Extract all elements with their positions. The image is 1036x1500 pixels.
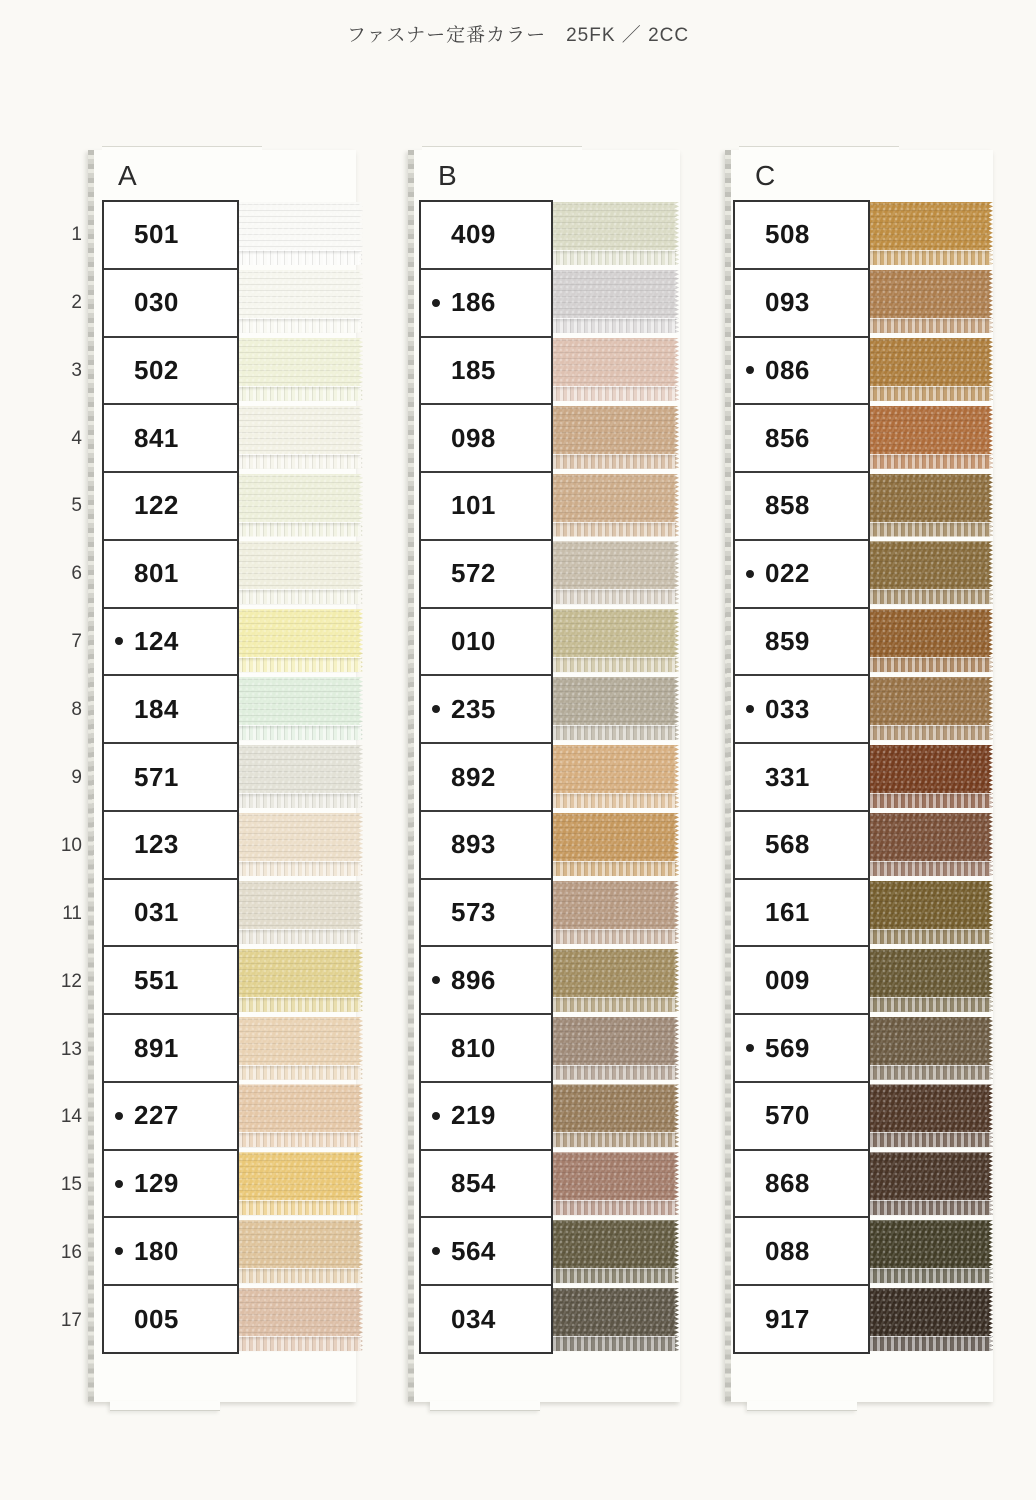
card-header-label: B (438, 160, 457, 191)
color-code-cell (104, 268, 237, 336)
fabric-swatch (239, 474, 363, 537)
row-number: 17 (60, 1310, 82, 1332)
color-code: 893 (451, 829, 496, 860)
color-code-cell (735, 878, 868, 946)
color-code-cell (421, 607, 551, 675)
row-number: 10 (60, 834, 82, 856)
row-number: 15 (60, 1174, 82, 1196)
fabric-swatch (239, 1084, 363, 1147)
color-code: 331 (765, 761, 810, 792)
color-code-cell (104, 878, 237, 946)
zipper-teeth (553, 929, 679, 944)
color-code-cell (421, 268, 551, 336)
card-header-label: C (755, 160, 776, 191)
color-code: 891 (134, 1032, 179, 1063)
color-code-cell (104, 945, 237, 1013)
fabric-swatch (870, 813, 993, 876)
row-number: 4 (71, 427, 82, 449)
row-number: 6 (71, 563, 82, 585)
zipper-teeth (239, 793, 363, 808)
color-code: 409 (451, 219, 496, 250)
sample-card-b (408, 150, 680, 1402)
color-code-cell (421, 471, 551, 539)
zipper-teeth (870, 657, 993, 672)
dot-marker (432, 1112, 440, 1120)
color-code: 088 (765, 1235, 810, 1266)
fabric-swatch (553, 881, 679, 944)
fabric-swatch (870, 541, 993, 604)
zipper-teeth (553, 589, 679, 604)
row-number: 16 (60, 1242, 82, 1264)
card-bottom-tab (430, 1401, 540, 1411)
color-code: 856 (765, 422, 810, 453)
zipper-teeth (553, 997, 679, 1012)
row-number: 12 (60, 970, 82, 992)
color-code-cell (104, 1081, 237, 1149)
zipper-teeth (553, 1132, 679, 1147)
fabric-swatch (239, 609, 363, 672)
fabric-swatch (870, 1017, 993, 1080)
color-code: 570 (765, 1100, 810, 1131)
color-code: 186 (451, 287, 496, 318)
row-number: 11 (62, 902, 82, 924)
color-code: 859 (765, 625, 810, 656)
color-code: 551 (134, 964, 179, 995)
zipper-teeth (239, 861, 363, 876)
card-top-tab (422, 146, 582, 151)
dot-marker (115, 1247, 123, 1255)
color-code-cell (104, 810, 237, 878)
fabric-swatch (239, 338, 363, 401)
zipper-teeth (239, 657, 363, 672)
color-code: 569 (765, 1032, 810, 1063)
zipper-teeth (553, 318, 679, 333)
color-code: 093 (765, 287, 810, 318)
card-top-tab (102, 146, 262, 151)
color-code: 868 (765, 1168, 810, 1199)
color-code: 086 (765, 354, 810, 385)
zipper-teeth (239, 725, 363, 740)
color-code: 010 (451, 625, 496, 656)
zipper-teeth (870, 454, 993, 469)
color-code: 124 (134, 625, 179, 656)
color-code-cell (735, 945, 868, 1013)
zipper-teeth (553, 861, 679, 876)
zipper-teeth (553, 454, 679, 469)
card-top-tab (739, 146, 899, 151)
fabric-swatch (239, 1220, 363, 1283)
color-code-cell (421, 945, 551, 1013)
dot-marker (746, 570, 754, 578)
deckle-edge (408, 150, 414, 1402)
color-code-cell (421, 1216, 551, 1284)
zipper-teeth (870, 522, 993, 537)
fabric-swatch (553, 609, 679, 672)
color-code-cell (104, 1216, 237, 1284)
fabric-swatch (553, 1152, 679, 1215)
zipper-teeth (239, 929, 363, 944)
color-code: 568 (765, 829, 810, 860)
dot-marker (432, 705, 440, 713)
zipper-teeth (870, 318, 993, 333)
color-code-cell (104, 202, 237, 268)
color-code-cell (735, 810, 868, 878)
fabric-swatch (553, 1017, 679, 1080)
fabric-swatch (553, 1084, 679, 1147)
color-code: 180 (134, 1235, 179, 1266)
zipper-teeth (239, 250, 363, 265)
zipper-teeth (870, 589, 993, 604)
color-code: 033 (765, 693, 810, 724)
dot-marker (746, 366, 754, 374)
fabric-swatch (870, 406, 993, 469)
fabric-swatch (870, 202, 993, 265)
color-code-cell (421, 1081, 551, 1149)
color-code: 098 (451, 422, 496, 453)
zipper-teeth (870, 386, 993, 401)
color-code-cell (104, 1284, 237, 1352)
color-code: 235 (451, 693, 496, 724)
zipper-teeth (870, 1065, 993, 1080)
color-code: 896 (451, 964, 496, 995)
zipper-teeth (870, 1268, 993, 1283)
color-code-cell (735, 403, 868, 471)
dot-marker (746, 1044, 754, 1052)
deckle-edge (88, 150, 94, 1402)
color-code-cell (421, 1013, 551, 1081)
fabric-swatch (239, 813, 363, 876)
zipper-teeth (553, 725, 679, 740)
color-code: 030 (134, 287, 179, 318)
zipper-teeth (870, 793, 993, 808)
row-number: 3 (71, 359, 82, 381)
color-code: 573 (451, 897, 496, 928)
fabric-swatch (870, 881, 993, 944)
deckle-edge (725, 150, 731, 1402)
fabric-swatch (239, 745, 363, 808)
color-code-cell (421, 403, 551, 471)
card-header-label: A (118, 160, 137, 191)
color-code: 031 (134, 897, 179, 928)
color-code: 571 (134, 761, 179, 792)
fabric-swatch (553, 949, 679, 1012)
fabric-swatch (239, 881, 363, 944)
color-code-cell (735, 1216, 868, 1284)
sample-card-a (88, 150, 356, 1402)
fabric-swatch (870, 474, 993, 537)
dot-marker (432, 1247, 440, 1255)
zipper-teeth (553, 250, 679, 265)
zipper-teeth (870, 725, 993, 740)
zipper-teeth (239, 1268, 363, 1283)
zipper-teeth (553, 386, 679, 401)
row-number: 8 (71, 699, 82, 721)
color-code-cell (104, 1013, 237, 1081)
color-code: 022 (765, 558, 810, 589)
color-code-cell (421, 810, 551, 878)
fabric-swatch (553, 474, 679, 537)
row-number: 14 (60, 1106, 82, 1128)
color-code-cell (735, 336, 868, 404)
color-code: 129 (134, 1168, 179, 1199)
color-code: 810 (451, 1032, 496, 1063)
color-code: 005 (134, 1303, 179, 1334)
color-code-cell (104, 607, 237, 675)
fabric-swatch (239, 202, 363, 265)
fabric-swatch (239, 1017, 363, 1080)
dot-marker (115, 1112, 123, 1120)
dot-marker (432, 299, 440, 307)
fabric-swatch (870, 1220, 993, 1283)
dot-marker (432, 976, 440, 984)
row-number: 9 (71, 767, 82, 788)
zipper-teeth (553, 657, 679, 672)
fabric-swatch (553, 1288, 679, 1351)
color-code-cell (104, 674, 237, 742)
zipper-teeth (553, 1200, 679, 1215)
zipper-teeth (239, 522, 363, 537)
color-code: 572 (451, 558, 496, 589)
fabric-swatch (870, 1084, 993, 1147)
color-code: 161 (765, 897, 810, 928)
sample-card-c (725, 150, 993, 1402)
zipper-teeth (239, 1065, 363, 1080)
color-code: 858 (765, 490, 810, 521)
zipper-teeth (553, 1336, 679, 1351)
card-bottom-tab (110, 1401, 220, 1411)
zipper-teeth (553, 1065, 679, 1080)
fabric-swatch (553, 813, 679, 876)
fabric-swatch (870, 338, 993, 401)
row-number: 13 (60, 1038, 82, 1060)
color-code-cell (735, 674, 868, 742)
color-code: 219 (451, 1100, 496, 1131)
color-code: 101 (451, 490, 496, 521)
fabric-swatch (239, 270, 363, 333)
color-code-cell (421, 1284, 551, 1352)
color-code-cell (104, 471, 237, 539)
color-code-cell (735, 742, 868, 810)
fabric-swatch (870, 1152, 993, 1215)
color-code-cell (735, 202, 868, 268)
color-code-cell (421, 336, 551, 404)
row-number: 7 (71, 631, 82, 653)
page-title: ファスナー定番カラー 25FK ／ 2CC (346, 25, 690, 46)
color-code-table (733, 200, 870, 1354)
fabric-swatch (553, 270, 679, 333)
zipper-teeth (870, 1336, 993, 1351)
color-code-cell (104, 403, 237, 471)
color-code: 917 (765, 1303, 810, 1334)
fabric-swatch (553, 677, 679, 740)
color-code-cell (421, 202, 551, 268)
color-code: 034 (451, 1303, 496, 1334)
color-code-cell (735, 1284, 868, 1352)
fabric-swatch (870, 1288, 993, 1351)
color-code-cell (104, 1149, 237, 1217)
color-code-cell (735, 1081, 868, 1149)
fabric-swatch (870, 677, 993, 740)
fabric-swatch (239, 406, 363, 469)
zipper-teeth (239, 318, 363, 333)
row-number: 2 (71, 291, 82, 313)
fabric-swatch (553, 745, 679, 808)
color-code: 508 (765, 219, 810, 250)
fabric-swatch (239, 1152, 363, 1215)
color-code-cell (735, 268, 868, 336)
color-code: 854 (451, 1168, 496, 1199)
fabric-swatch (870, 949, 993, 1012)
color-code: 123 (134, 829, 179, 860)
fabric-swatch (553, 338, 679, 401)
color-code-cell (735, 1013, 868, 1081)
zipper-teeth (870, 861, 993, 876)
fabric-swatch (553, 406, 679, 469)
color-code: 801 (134, 558, 179, 589)
fabric-swatch (553, 202, 679, 265)
color-code-cell (735, 539, 868, 607)
color-code: 227 (134, 1100, 179, 1131)
color-code: 502 (134, 354, 179, 385)
zipper-teeth (239, 1336, 363, 1351)
color-code: 841 (134, 422, 179, 453)
dot-marker (746, 705, 754, 713)
zipper-teeth (553, 522, 679, 537)
color-code-cell (421, 674, 551, 742)
fabric-swatch (870, 609, 993, 672)
fabric-swatch (870, 745, 993, 808)
fabric-swatch (553, 541, 679, 604)
color-code-table (419, 200, 553, 1354)
fabric-swatch (553, 1220, 679, 1283)
zipper-teeth (870, 1132, 993, 1147)
color-code-cell (421, 878, 551, 946)
color-code-cell (104, 539, 237, 607)
zipper-teeth (239, 1200, 363, 1215)
color-code-cell (421, 539, 551, 607)
zipper-teeth (870, 250, 993, 265)
zipper-teeth (239, 386, 363, 401)
color-code: 564 (451, 1235, 496, 1266)
zipper-teeth (870, 1200, 993, 1215)
fabric-swatch (870, 270, 993, 333)
zipper-teeth (239, 589, 363, 604)
row-number: 5 (71, 495, 82, 517)
zipper-teeth (553, 1268, 679, 1283)
color-code-cell (735, 1149, 868, 1217)
fabric-swatch (239, 677, 363, 740)
fabric-swatch (239, 541, 363, 604)
fabric-swatch (239, 1288, 363, 1351)
row-number: 1 (71, 223, 82, 245)
fabric-swatch (239, 949, 363, 1012)
color-code: 185 (451, 354, 496, 385)
zipper-teeth (870, 929, 993, 944)
dot-marker (115, 1180, 123, 1188)
color-code-cell (421, 742, 551, 810)
zipper-teeth (553, 793, 679, 808)
color-code: 501 (134, 219, 179, 250)
color-code: 184 (134, 693, 179, 724)
zipper-teeth (239, 1132, 363, 1147)
color-code-cell (735, 471, 868, 539)
card-bottom-tab (747, 1401, 857, 1411)
color-code-cell (421, 1149, 551, 1217)
color-code-cell (104, 336, 237, 404)
color-code-cell (104, 742, 237, 810)
color-code-cell (735, 607, 868, 675)
zipper-teeth (239, 997, 363, 1012)
color-code: 892 (451, 761, 496, 792)
zipper-teeth (870, 997, 993, 1012)
color-code: 009 (765, 964, 810, 995)
color-code: 122 (134, 490, 179, 521)
color-code-table (102, 200, 239, 1354)
dot-marker (115, 637, 123, 645)
zipper-teeth (239, 454, 363, 469)
